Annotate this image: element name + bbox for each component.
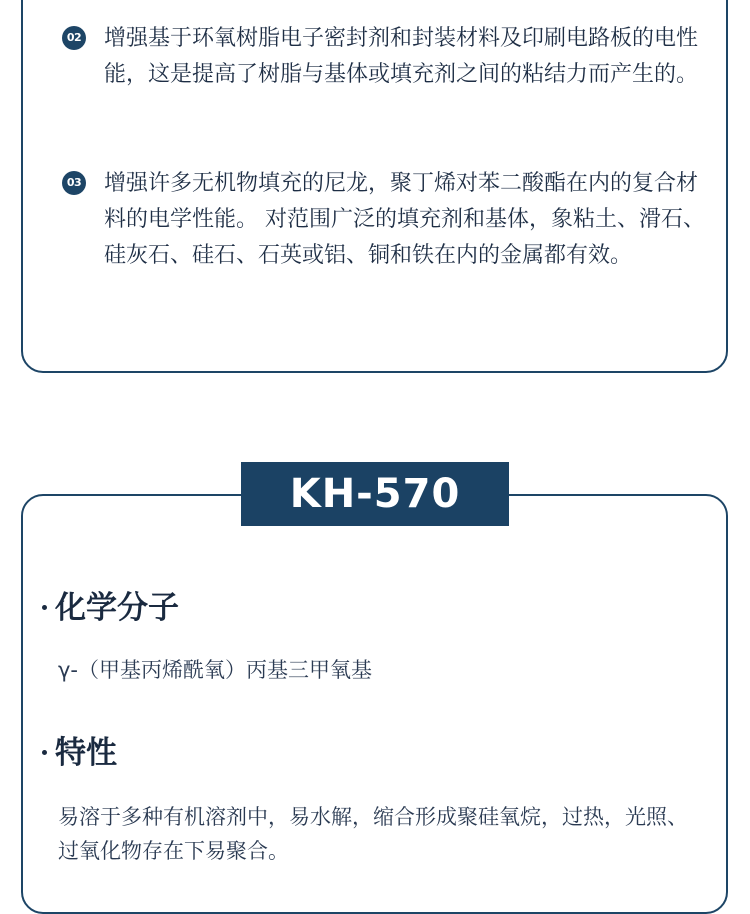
number-badge-icon: 03 [62,171,86,195]
model-title: KH-570 [241,462,509,526]
feature-text: 增强基于环氧树脂电子密封剂和封装材料及印刷电路板的电性能，这是提高了树脂与基体或填充剂之间的粘结力而产生的。 [104,26,699,87]
number-badge-icon: 02 [62,26,86,50]
section-heading-text: 特性 [55,735,117,771]
section-body-properties: 易溶于多种有机溶剂中，易水解，缩合形成聚硅氧烷，过热，光照、过氧化物存在下易聚合。 [58,805,688,863]
section-body-chemical-molecule: γ-（甲基丙烯酰氧）丙基三甲氧基 [58,658,373,682]
feature-text: 增强许多无机物填充的尼龙，聚丁烯对苯二酸酯在内的复合材料的电学性能。 对范围广泛的填充剂和基体，象粘土、滑石、硅灰石、硅石、石英或铝、铜和铁在内的金属都有效。 [104,171,705,268]
bullet-dot-icon [42,750,47,755]
section-heading-chemical-molecule [42,588,179,628]
section-heading-text: 化学分子 [55,590,179,626]
bullet-dot-icon [42,605,47,610]
section-heading-properties [42,733,117,773]
